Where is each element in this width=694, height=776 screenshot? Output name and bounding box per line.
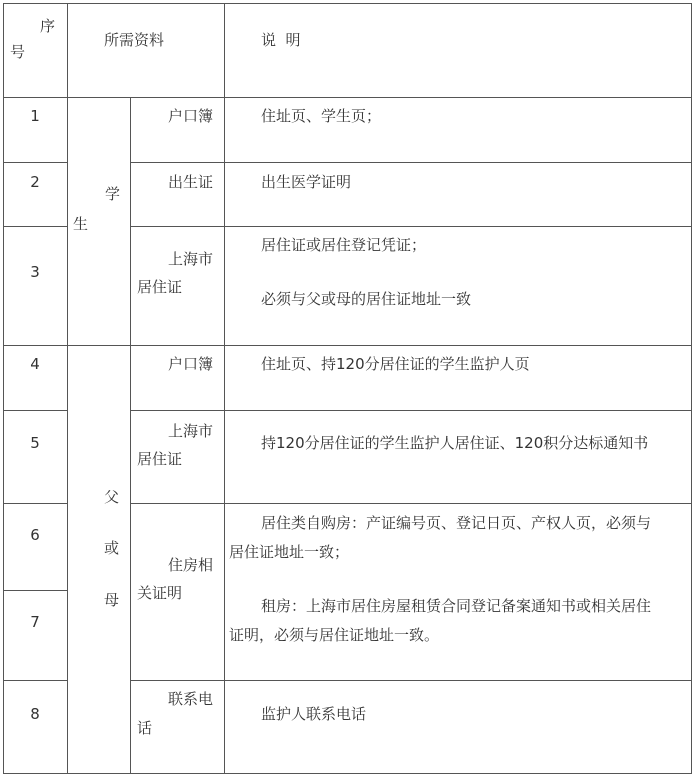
table-rule xyxy=(130,226,692,227)
description-text: 证明，必须与居住证地址一致。 xyxy=(229,626,440,644)
item-label: 居住证 xyxy=(137,278,183,296)
table-border-right xyxy=(691,3,692,774)
table-border-top xyxy=(3,3,692,4)
item-label: 户口簿 xyxy=(168,107,214,125)
description-text: 出生医学证明 xyxy=(261,173,352,191)
group-label-parent: 父 xyxy=(104,488,120,506)
table-rule xyxy=(3,590,67,591)
table-border-bottom xyxy=(3,773,692,774)
table-rule xyxy=(224,3,225,774)
row-number: 6 xyxy=(30,526,40,544)
item-label: 上海市 xyxy=(168,422,214,440)
description-text: 监护人联系电话 xyxy=(261,705,367,723)
row-number: 1 xyxy=(30,107,40,125)
group-label-parent: 母 xyxy=(104,591,120,609)
item-label: 上海市 xyxy=(168,250,214,268)
row-number: 7 xyxy=(30,613,40,631)
group-label-parent: 或 xyxy=(104,539,120,557)
description-text: 租房：上海市居住房屋租赁合同登记备案通知书或相关居住 xyxy=(261,597,652,615)
row-number: 8 xyxy=(30,705,40,723)
group-label-student: 生 xyxy=(73,215,89,233)
table-rule xyxy=(130,503,692,504)
item-label: 住房相 xyxy=(168,556,214,574)
description-text: 持120分居住证的学生监护人居住证、120积分达标通知书 xyxy=(261,434,649,452)
description-text: 居住证或居住登记凭证； xyxy=(261,236,427,254)
group-label-student: 学 xyxy=(105,185,121,203)
description-text: 居住证地址一致； xyxy=(229,543,350,561)
item-label: 户口簿 xyxy=(168,355,214,373)
table-rule xyxy=(130,97,131,774)
row-number: 5 xyxy=(30,434,40,452)
header-seq-line1: 序 xyxy=(40,17,56,35)
description-text: 必须与父或母的居住证地址一致 xyxy=(261,290,472,308)
row-number: 2 xyxy=(30,173,40,191)
item-label: 话 xyxy=(137,719,153,737)
item-label: 出生证 xyxy=(168,173,214,191)
table-rule xyxy=(3,345,692,346)
table-rule xyxy=(3,503,67,504)
table-rule xyxy=(3,162,67,163)
item-label: 关证明 xyxy=(137,584,183,602)
header-seq-line2: 号 xyxy=(10,43,26,61)
table-rule xyxy=(3,226,67,227)
row-number: 3 xyxy=(30,263,40,281)
row-number: 4 xyxy=(30,355,40,373)
table-rule xyxy=(130,680,692,681)
item-label: 居住证 xyxy=(137,450,183,468)
table-rule xyxy=(130,162,692,163)
table-rule xyxy=(3,410,67,411)
header-description: 说 明 xyxy=(261,31,301,49)
table-rule xyxy=(3,97,692,98)
table-rule xyxy=(67,3,68,774)
header-materials: 所需资料 xyxy=(104,31,165,49)
table-rule xyxy=(130,410,692,411)
description-text: 住址页、学生页； xyxy=(261,107,382,125)
item-label: 联系电 xyxy=(168,690,214,708)
description-text: 住址页、持120分居住证的学生监护人页 xyxy=(261,355,530,373)
table-rule xyxy=(3,680,67,681)
description-text: 居住类自购房：产证编号页、登记日页、产权人页，必须与 xyxy=(261,514,652,532)
